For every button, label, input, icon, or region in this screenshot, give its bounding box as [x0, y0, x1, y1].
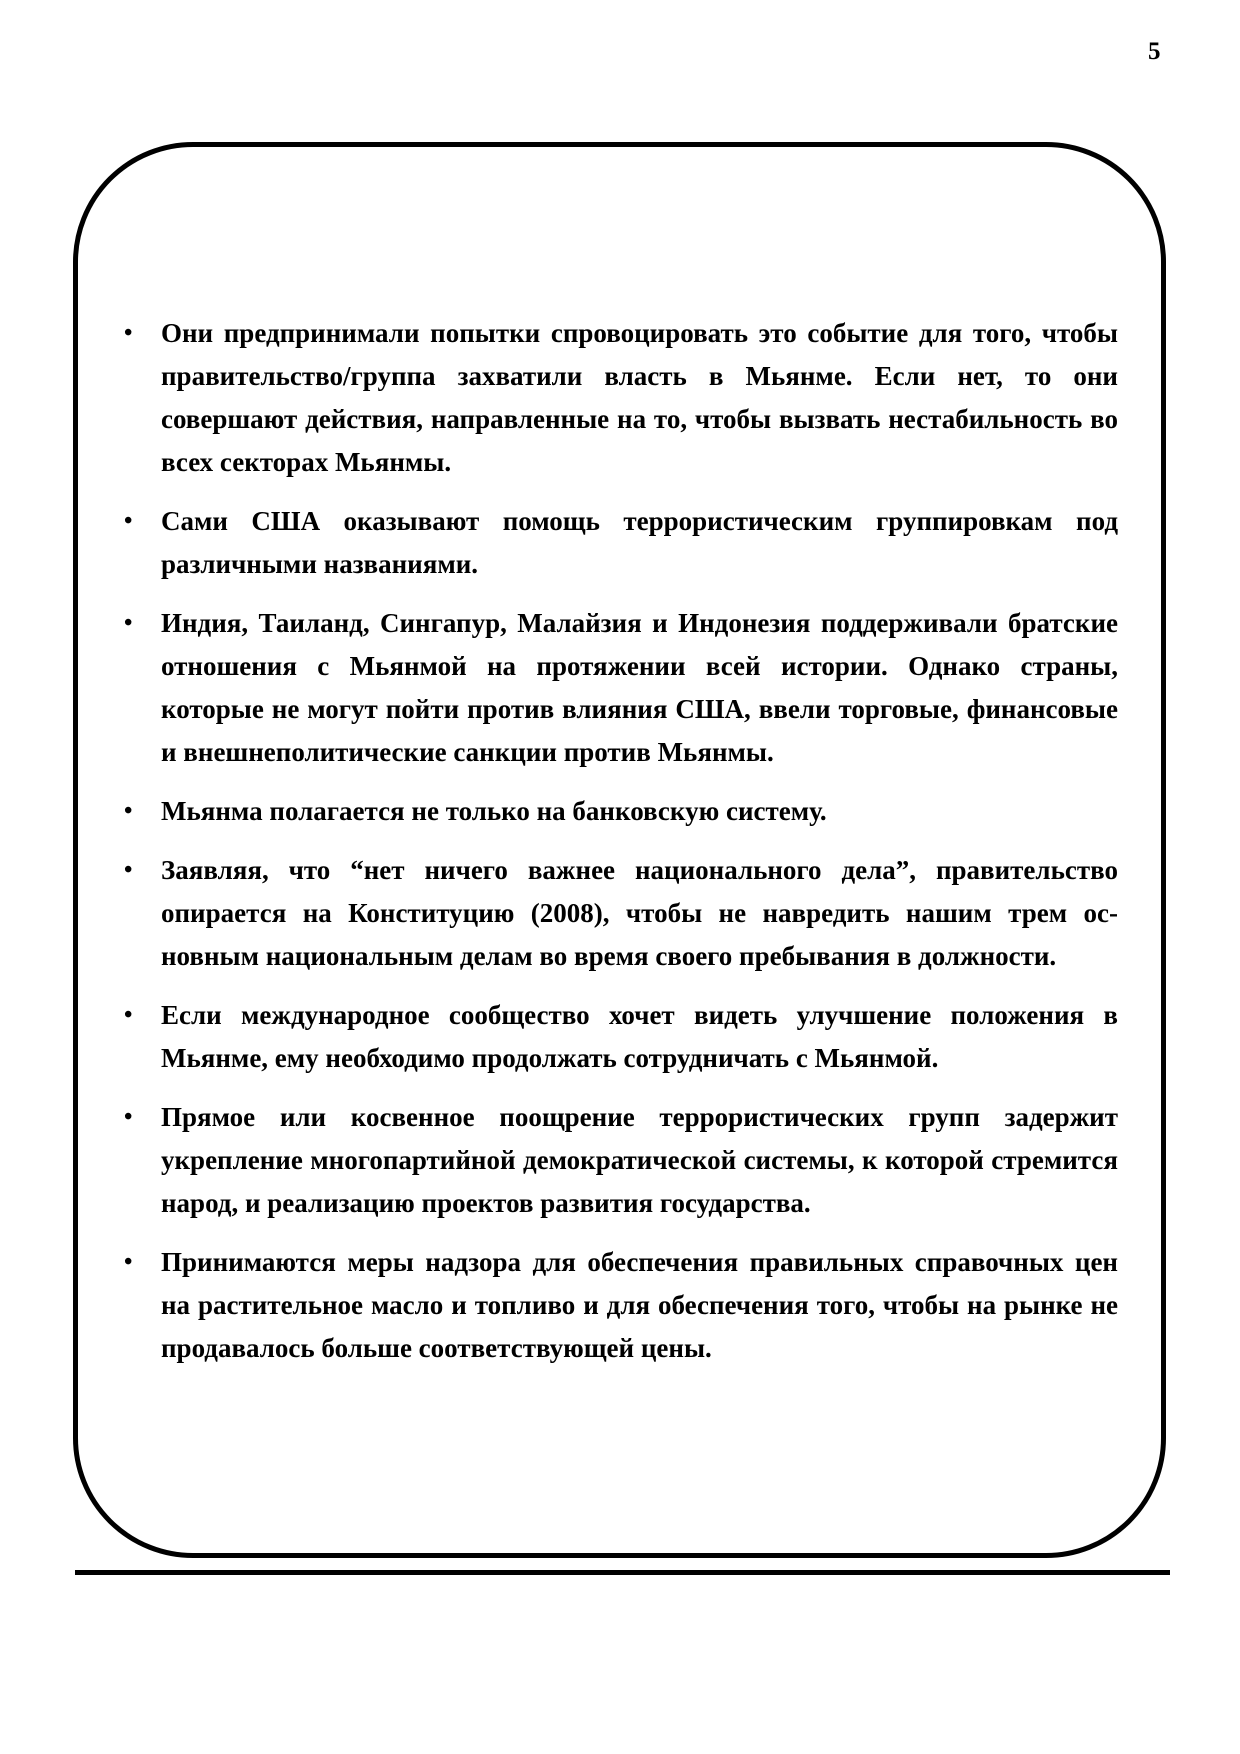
bullet-icon: •	[124, 320, 133, 346]
bullet-icon: •	[124, 1104, 133, 1130]
bullet-item	[116, 312, 1118, 484]
bullet-item	[116, 994, 1118, 1080]
bullet-item	[116, 1096, 1118, 1225]
bullet-icon: •	[124, 610, 133, 636]
bullet-text: Они предпринимали попытки спровоцировать это событие для того, чтобы правительство/группа захватили власть в Мьянме. Если нет, то они совершают действия, направленные на то, чтобы вызвать нестабильность во всех секторах Мьянмы.	[161, 318, 1118, 477]
bullet-text: Если международное сообщество хочет видеть улучшение положения в Мьянме, ему необходимо продолжать сотрудничать с Мьянмой.	[161, 1000, 1118, 1073]
bullet-text: Заявляя, что “нет ничего важнее национального дела”, правительство опирается на Конституцию (2008), чтобы не навредить нашим трем основным национальным делам во время своего пребывания в должности.	[161, 855, 1118, 971]
bullet-text: Принимаются меры надзора для обеспечения правильных справочных цен на растительное масло и топливо и для обеспечения того, чтобы на рынке не продавалось больше соответствующей цены.	[161, 1247, 1118, 1363]
bullet-icon: •	[124, 508, 133, 534]
bullet-text: Индия, Таиланд, Сингапур, Малайзия и Индонезия поддерживали братские отношения с Мьянмой на протяжении всей истории. Однако страны, которые не могут пойти против влияния США, ввели торговые, финансовые и внешнеполитические санкции против Мьянмы.	[161, 608, 1118, 767]
bullet-text: Прямое или косвенное поощрение террористических групп задержит укрепление многопартийной демократической системы, к которой стремится народ, и реализацию проектов развития государства.	[161, 1102, 1118, 1218]
bullet-item	[116, 500, 1118, 586]
bullet-icon: •	[124, 798, 133, 824]
bullet-item	[116, 1241, 1118, 1370]
page-number: 5	[1148, 38, 1161, 65]
bottom-divider	[75, 1570, 1170, 1575]
bullet-item	[116, 849, 1118, 978]
bullet-list	[116, 312, 1118, 1386]
bullet-text: Мьянма полагается не только на банковскую систему.	[161, 796, 827, 826]
bullet-item	[116, 790, 1118, 833]
bullet-icon: •	[124, 1249, 133, 1275]
bullet-text: Сами США оказывают помощь террористическим группировкам под различными названиями.	[161, 506, 1118, 579]
bullet-icon: •	[124, 857, 133, 883]
bullet-item	[116, 602, 1118, 774]
bullet-icon: •	[124, 1002, 133, 1028]
